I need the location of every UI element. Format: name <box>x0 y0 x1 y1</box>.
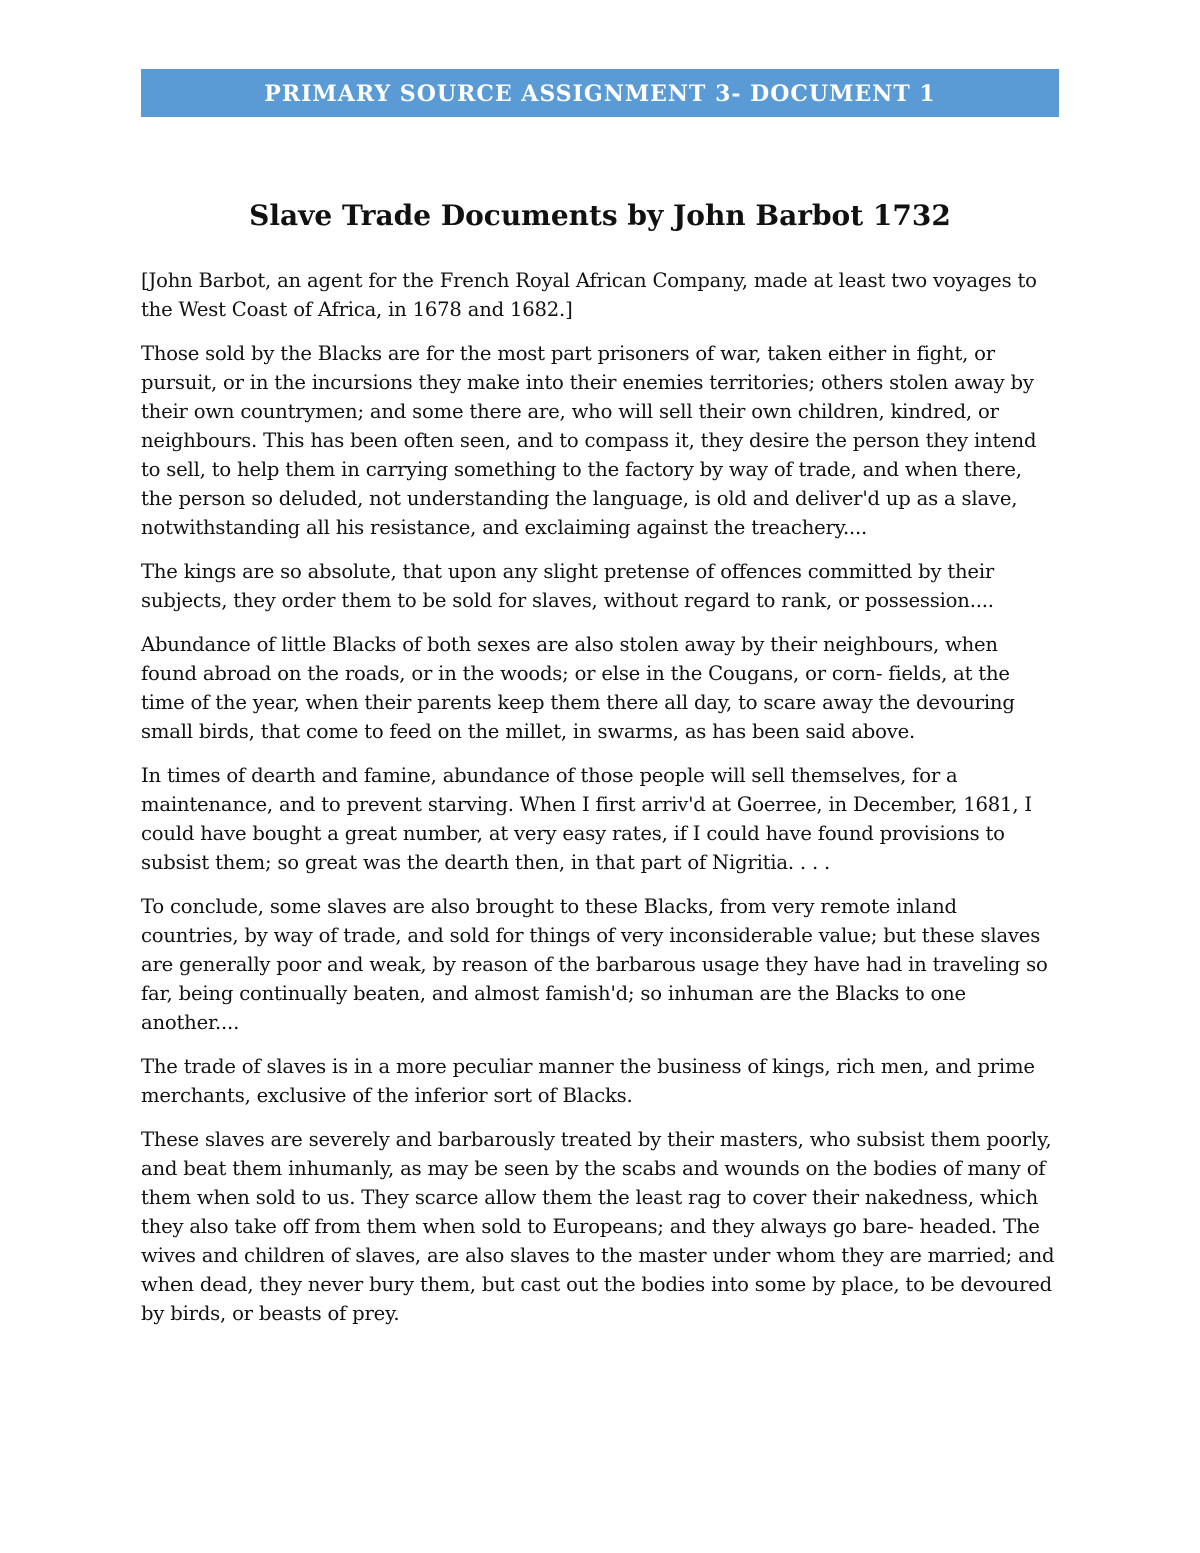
assignment-banner <box>141 69 1059 117</box>
body-paragraph: The trade of slaves is in a more peculiar manner the business of kings, rich men, and prime merchants, exclusive of the inferior sort of Blacks. <box>141 1055 1035 1107</box>
banner-text: PRIMARY SOURCE ASSIGNMENT 3- DOCUMENT 1 <box>264 81 936 107</box>
document-body <box>141 266 1059 1328</box>
body-paragraph: These slaves are severely and barbarously treated by their masters, who subsist them poorly, and beat them inhumanly, as may be seen by the scabs and wounds on the bodies of many of them when sold to us. They scarce allow them the least rag to cover their nakedness, which they also take off from them when sold to Europeans; and they always go bare- headed. The wives and children of slaves, are also slaves to the master under whom they are married; and when dead, they never bury them, but cast out the bodies into some by place, to be devoured by birds, or beasts of prey. <box>141 1128 1055 1325</box>
document-page <box>141 69 1059 1343</box>
body-paragraph: The kings are so absolute, that upon any slight pretense of offences committed by their subjects, they order them to be sold for slaves, without regard to rank, or possession.... <box>141 560 995 612</box>
intro-paragraph: [John Barbot, an agent for the French Royal African Company, made at least two voyages to the West Coast of Africa, in 1678 and 1682.] <box>141 269 1037 321</box>
document-title: Slave Trade Documents by John Barbot 1732 <box>249 199 951 232</box>
body-paragraph: Abundance of little Blacks of both sexes are also stolen away by their neighbours, when found abroad on the roads, or in the woods; or else in the Cougans, or corn- fields, at the time of the year, when their parents keep them there all day, to scare away the devouring small birds, that come to feed on the millet, in swarms, as has been said above. <box>141 633 1015 743</box>
body-paragraph: To conclude, some slaves are also brought to these Blacks, from very remote inland countries, by way of trade, and sold for things of very inconsiderable value; but these slaves are generally poor and weak, by reason of the barbarous usage they have had in traveling so far, being continually beaten, and almost famish'd; so inhuman are the Blacks to one another.... <box>141 895 1048 1034</box>
body-paragraph: In times of dearth and famine, abundance of those people will sell themselves, for a maintenance, and to prevent starving. When I first arriv'd at Goerree, in December, 1681, I could have bought a great number, at very easy rates, if I could have found provisions to subsist them; so great was the dearth then, in that part of Nigritia. . . . <box>141 764 1032 874</box>
body-paragraph: Those sold by the Blacks are for the most part prisoners of war, taken either in fight, or pursuit, or in the incursions they make into their enemies territories; others stolen away by their own countrymen; and some there are, who will sell their own children, kindred, or neighbours. This has been often seen, and to compass it, they desire the person they intend to sell, to help them in carrying something to the factory by way of trade, and when there, the person so deluded, not understanding the language, is old and deliver'd up as a slave, notwithstanding all his resistance, and exclaiming against the treachery.... <box>141 342 1037 539</box>
